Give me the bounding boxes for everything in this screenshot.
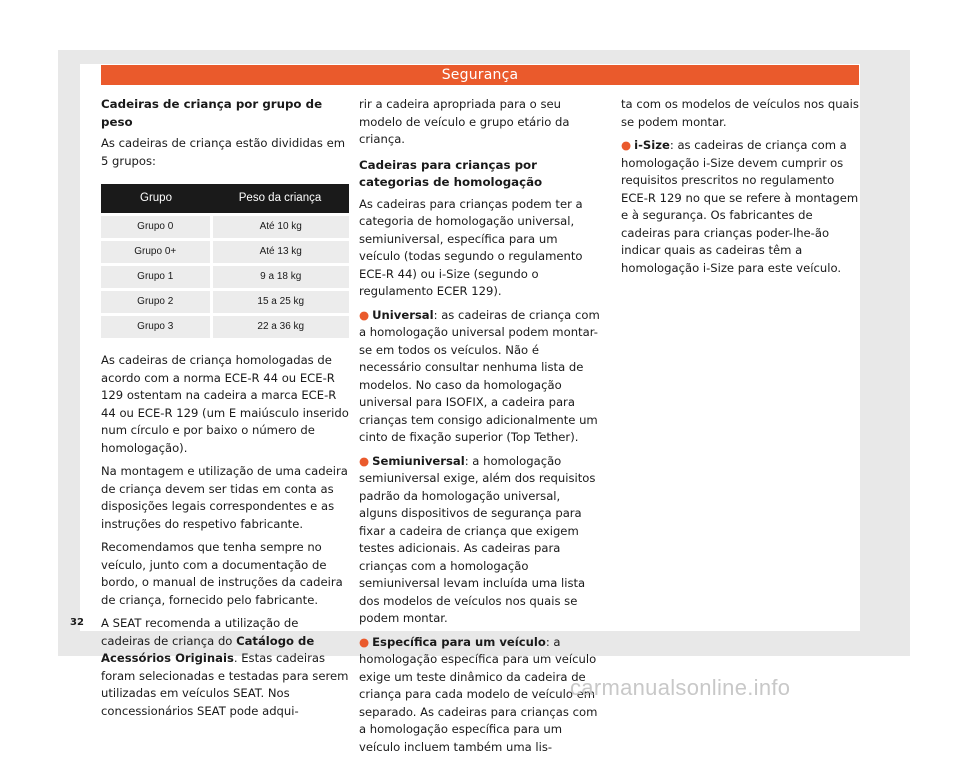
paragraph-recommendation: Recomendamos que tenha sempre no veículo, junto com a documentação de bordo, o manual de instruções da cadeira de criança, fornecido pelo fabricante.	[101, 540, 343, 607]
column-1	[101, 96, 349, 726]
table-cell-group: Grupo 1	[101, 265, 211, 290]
paragraph-seat-catalog	[101, 615, 349, 720]
table-cell-group: Grupo 3	[101, 315, 211, 339]
paragraph-continuation: rir a cadeira apropriada para o seu modelo de veículo e grupo etário da criança.	[359, 97, 570, 146]
column-2	[359, 96, 601, 762]
watermark: carmanualsonline.info	[570, 675, 791, 700]
bullet-dot-icon: ●	[359, 634, 370, 649]
column-3	[621, 96, 861, 283]
bullet-i-size	[621, 137, 861, 277]
table-row	[101, 290, 349, 315]
term-i-size: i-Size	[634, 138, 670, 152]
bullet-dot-icon: ●	[359, 453, 370, 468]
table-row	[101, 215, 349, 240]
text-span: : a homologação semiuniversal exige, além dos requisitos padrão da homologação universal, alguns dispositivos de segurança para fixar a cadeira de criança que exigem testes adicionais. As cadeiras para crianças com a homologação semiuniversal levam incluída uma lista dos modelos de veículos nos quais se podem montar.	[359, 453, 596, 625]
table-cell-group: Grupo 0+	[101, 240, 211, 265]
intro-categories: As cadeiras para crianças podem ter a categoria de homologação universal, semiuniversal, específica para um veículo (todas segundo o regulamento ECE-R 44) ou i-Size (segundo o regulamento ECER 129).	[359, 196, 583, 298]
table-cell-weight: 15 a 25 kg	[211, 290, 349, 315]
table-cell-weight: 22 a 36 kg	[211, 315, 349, 339]
table-cell-group: Grupo 2	[101, 290, 211, 315]
table-row	[101, 240, 349, 265]
table-header-weight: Peso da criança	[211, 184, 349, 215]
table-row	[101, 315, 349, 339]
term-vehicle-specific: Específica para um veículo	[372, 634, 546, 649]
paragraph-legal-provisions: Na montagem e utilização de uma cadeira de criança devem ser tidas em conta as disposições legais correspondentes e as instruções do respetivo fabricante.	[101, 464, 348, 531]
text-span: : as cadeiras de criança com a homologação i-Size devem cumprir os requisitos prescritos no regulamento ECE-R 129 no que se refere à montagem e à segurança. Os fabricantes de cadeiras para crianças poder-lhe-ão indicar quais as cadeiras têm a homologação i-Size para este veículo.	[621, 138, 859, 275]
paragraph-homologation-mark: As cadeiras de criança homologadas de acordo com a norma ECE-R 44 ou ECE-R 129 ostentam na cadeira a marca ECE-R 44 ou ECE-R 129 (um E maiúsculo inserido num círculo e por baixo o número de homologação).	[101, 353, 349, 455]
section-header: Segurança	[101, 65, 859, 85]
table-row	[101, 265, 349, 290]
table-cell-weight: Até 10 kg	[211, 215, 349, 240]
catalog-name: Catálogo de Acessórios Originais	[101, 633, 315, 665]
term-universal: Universal	[372, 307, 434, 322]
text-span: A SEAT recomenda a utilização de cadeiras de criança do	[101, 616, 299, 648]
bullet-vehicle-specific	[359, 634, 601, 757]
bullet-dot-icon: ●	[621, 138, 632, 152]
text-span: : a homologação específica para um veículo exige um teste dinâmico da cadeira de criança para cada modelo de veículo em separado. As cadeiras para crianças com a homologação específica para um veículo incluem também uma lis-	[359, 634, 598, 754]
bullet-universal	[359, 307, 601, 447]
table-cell-weight: 9 a 18 kg	[211, 265, 349, 290]
term-semiuniversal: Semiuniversal	[372, 453, 465, 468]
page-number: 32	[70, 617, 84, 628]
table-header-group: Grupo	[101, 184, 211, 215]
table-cell-weight: Até 13 kg	[211, 240, 349, 265]
heading-homologation-categories: Cadeiras para crianças por categorias de homologação	[359, 157, 543, 189]
table-cell-group: Grupo 0	[101, 215, 211, 240]
weight-group-table	[101, 184, 349, 338]
bullet-dot-icon: ●	[359, 307, 370, 322]
text-span: : as cadeiras de criança com a homologação universal podem montar-se em todos os veículos. Não é necessário consultar nenhuma lista de modelos. No caso da homologação universal para ISOFIX, a cadeira para crianças tem consigo adicionalmente um cinto de fixação superior (Top Tether).	[359, 307, 600, 444]
bullet-semiuniversal	[359, 453, 601, 628]
heading-weight-groups: Cadeiras de criança por grupo de peso	[101, 97, 323, 129]
text-span: . Estas cadeiras foram selecionadas e testadas para serem utilizadas em veículos SEAT. Nos concessionários SEAT pode adqui-	[101, 651, 349, 718]
intro-text: As cadeiras de criança estão divididas em 5 grupos:	[101, 136, 346, 168]
paragraph-continuation: ta com os modelos de veículos nos quais se podem montar.	[621, 97, 859, 129]
